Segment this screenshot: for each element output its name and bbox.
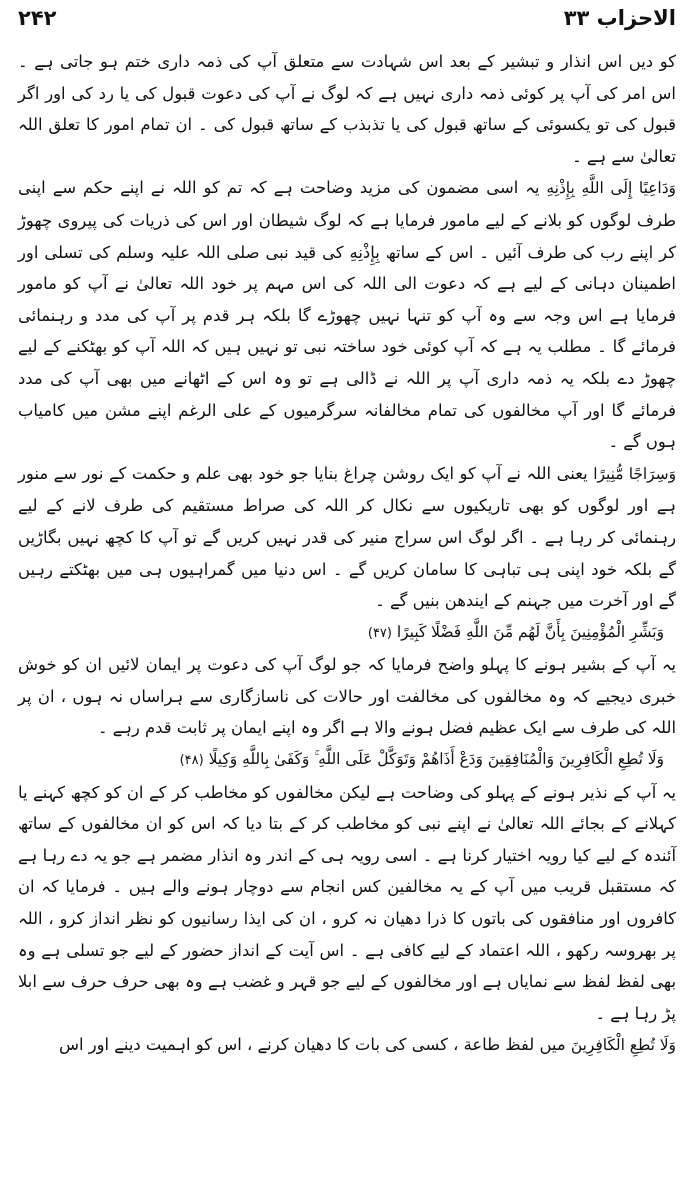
commentary-body (18, 46, 676, 1062)
paragraph-text: یعنی اللہ نے آپ کو ایک روشن چراغ بنایا جو خود بھی علم و حکمت کے نور سے منور ہے اور لوگوں کو بھی تاریکیوں سے نکال کر اللہ کی صراط مستقیم کی طرف لانے کے لیے رہنمائی کر رہا ہے ۔ اگر لوگ اس سراج منیر کی قدر نہیں کریں گے تو آپ کا کچھ نہیں بگاڑیں گے بلکہ خود اپنی ہی تباہی کا سامان کریں گے ۔ اس دنیا میں گمراہیوں ہی میں بھٹکتے رہیں گے اور آخرت میں جہنم کے ایندھن بنیں گے ۔ (18, 463, 676, 611)
quoted-phrase: وَلَا تُطِعِ الْكَافِرِينَ (570, 1036, 676, 1055)
paragraph-5 (18, 777, 676, 1030)
paragraph-text: کو دیں اس انذار و تبشیر کے بعد اس شہادت سے متعلق آپ کی ذمہ داری ختم ہو جاتی ہے ۔ اس امر کی آپ پر کوئی ذمہ داری نہیں ہے کہ لوگ نے آپ کی دعوت قبول کی یا رد کی اور اگر قبول کی تو یکسوئی کے ساتھ قبول کی یا تذبذب کے ساتھ قبول کی ۔ ان تمام امور کا تعلق اللہ تعالیٰ سے ہے ۔ (18, 52, 676, 166)
paragraph-4 (18, 649, 676, 744)
verse-47 (18, 617, 676, 650)
surah-title: الاحزاب ۳۳ (563, 6, 676, 30)
verse-number: (۴۸) (179, 753, 204, 769)
paragraph-6 (18, 1029, 676, 1062)
quoted-phrase: وَدَاعِيًا إِلَى اللَّهِ بِإِذْنِهِ (546, 179, 676, 198)
quoted-phrase: وَسِرَاجًا مُّنِيرًا (593, 464, 677, 483)
page-header (18, 6, 676, 46)
verse-48 (18, 744, 676, 777)
verse-text: وَبَشِّرِ الْمُؤْمِنِينَ بِأَنَّ لَهُم مِّنَ اللَّهِ فَضْلًا كَبِيرًا (396, 622, 664, 641)
paragraph-text: میں لفظ طاعة ، کسی کی بات کا دھیان کرنے ، اس کو اہمیت دینے اور اس (58, 1035, 566, 1055)
paragraph-1 (18, 46, 676, 172)
paragraph-3 (18, 458, 676, 617)
verse-number: (۴۷) (367, 625, 392, 641)
page-number: ۲۴۲ (18, 6, 57, 30)
paragraph-text: یہ آپ کے بشیر ہونے کا پہلو واضح فرمایا کہ جو لوگ آپ کی دعوت پر ایمان لائیں ان کو خوش خبری دیجیے کہ وہ مخالفوں کی مخالفت اور حالات کی ناسازگاری سے ہراساں نہ ہوں ، ان پر اللہ کی طرف سے ایک عظیم فضل ہونے والا ہے اگر وہ اپنے ایمان پر ثابت قدم رہے ۔ (18, 655, 676, 738)
paragraph-text: یہ آپ کے نذیر ہونے کے پہلو کی وضاحت ہے لیکن مخالفوں کو مخاطب کر کے ان کو کچھ کہنے یا کہلانے کے بجائے اللہ تعالیٰ نے اپنے نبی کو مخاطب کر کے بتا دیا کہ اس کو ان مخالفوں کے ساتھ آئندہ کے لیے کیا رویہ اختیار کرنا ہے ۔ اسی رویہ ہی کے اندر وہ انذار مضمر ہے جو یہ دے رہا ہے کہ مستقبل قریب میں آپ کے یہ مخالفین کس انجام سے دوچار ہونے والے ہیں ۔ فرمایا کہ ان کافروں اور منافقوں کی باتوں کا ذرا دھیان نہ کرو ، ان کی ایذا رسانیوں کو نظر انداز کرو ، اللہ پر بھروسہ رکھو ، اللہ اعتماد کے لیے کافی ہے ۔ اس آیت کے انداز حضور کے لیے جو تسلی ہے وہ بھی لفظ لفظ سے نمایاں ہے اور مخالفوں کے لیے جو قہر و غضب ہے وہ بھی حرف حرف سے ابلا پڑ رہا ہے ۔ (18, 782, 676, 1023)
paragraph-text: یہ اسی مضمون کی مزید وضاحت ہے کہ تم کو اللہ نے اپنے حکم سے اپنی طرف لوگوں کو بلانے کے لیے مامور فرمایا ہے کہ لوگ شیطان اور اس کی ذریات کی پیروی چھوڑ کر اپنے رب کی طرف آئیں ۔ اس کے ساتھ بِإِذْنِهِ کی قید نبی صلی اللہ علیہ وسلم کی تسلی اور اطمینان دہانی کے لیے ہے کہ دعوت الی اللہ کی اس مہم پر خود اللہ تعالیٰ نے آپ کو مامور فرمایا ہے اس وجہ سے وہ آپ کو تنہا نہیں چھوڑے گا بلکہ ہر قدم پر آپ کی مدد و رہنمائی فرمائے گا ۔ مطلب یہ ہے کہ آپ کوئی خود ساختہ نبی تو نہیں ہیں کہ اللہ آپ کو بھٹکنے کے لیے چھوڑ دے بلکہ یہ ذمہ داری آپ پر اللہ نے ڈالی ہے تو وہ اس کے اٹھانے میں بھی آپ کی مدد فرمائے گا اور آپ مخالفوں کی تمام مخالفانہ سرگرمیوں کے علی الرغم اپنے مشن میں کامیاب ہوں گے ۔ (18, 178, 676, 452)
paragraph-2 (18, 172, 676, 457)
verse-text: وَلَا تُطِعِ الْكَافِرِينَ وَالْمُنَافِقِينَ وَدَعْ أَذَاهُمْ وَتَوَكَّلْ عَلَى اللَّهِ ۚ وَكَفَىٰ بِاللَّهِ وَكِيلًا (208, 750, 664, 769)
